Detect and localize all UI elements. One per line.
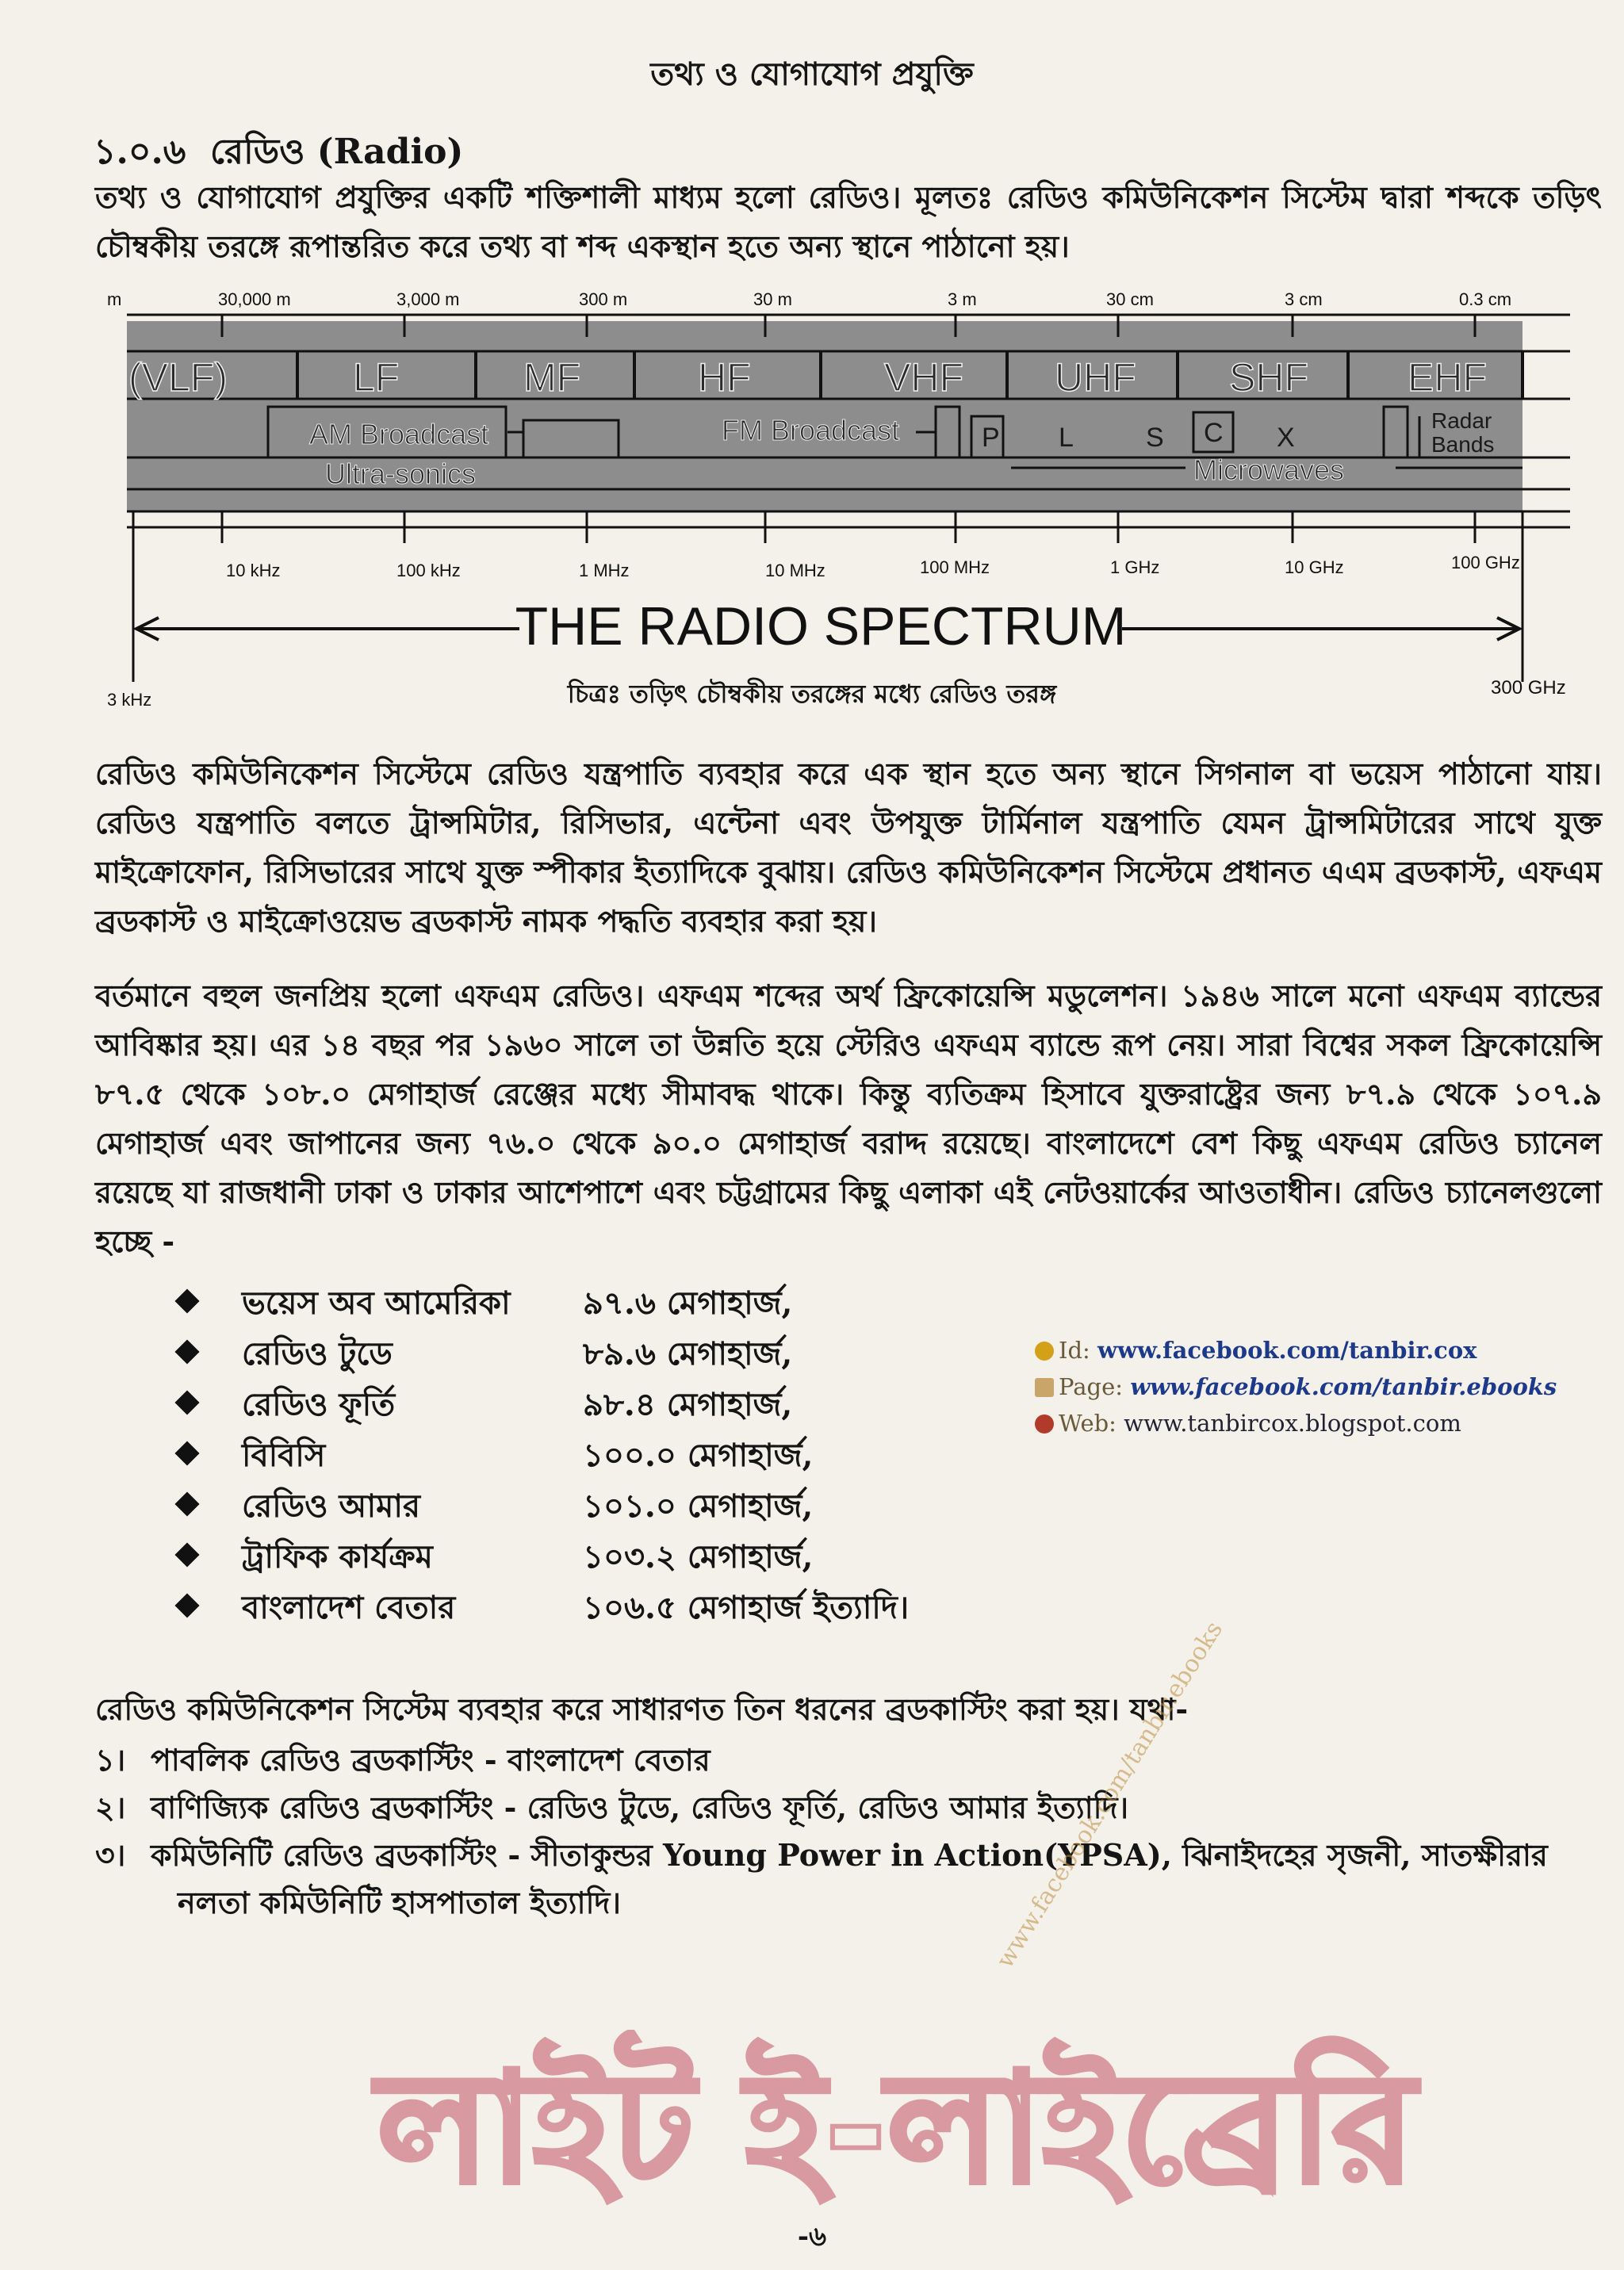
band-label: (VLF) (128, 355, 228, 400)
book-icon (1035, 1378, 1054, 1397)
globe-icon (1035, 1414, 1054, 1434)
diagonal-watermark: www.facebook.com/tanbir.ebooks (991, 1616, 1229, 1973)
user-icon (1035, 1342, 1054, 1361)
band-label: EHF (1408, 355, 1487, 400)
figure-caption: চিত্রঃ তড়িৎ চৌম্বকীয় তরঙ্গের মধ্যে রেডিও তরঙ্গ (567, 679, 1057, 709)
channel-list (178, 1278, 971, 1633)
frequency-label: 1 GHz (1110, 557, 1160, 577)
diamond-bullet-icon (174, 1593, 199, 1617)
diamond-bullet-icon (174, 1491, 199, 1516)
diamond-bullet-icon (174, 1288, 199, 1313)
list-item: ট্রাফিক কার্যক্রম ১০৩.২ মেগাহার্জ, (178, 1532, 971, 1583)
list-item: রেডিও টুডে ৮৯.৬ মেগাহার্জ, (178, 1329, 971, 1380)
list-item: ২। বাণিজ্যিক রেডিও ব্রডকাস্টিং - রেডিও টুডে, রেডিও ফূর্তি, রেডিও আমার ইত্যাদি। (95, 1790, 1129, 1825)
band-label: UHF (1055, 355, 1136, 400)
frequency-label: 1 MHz (579, 561, 630, 580)
wavelength-label: 3,000 m (396, 289, 460, 309)
fm-broadcast-label: FM Broadcast (722, 414, 900, 446)
radar-bands-label: Bands (1431, 432, 1495, 457)
diamond-bullet-icon (174, 1542, 199, 1567)
sub-band-label: P (982, 423, 1000, 453)
paragraph-broadcast-types: রেডিও কমিউনিকেশন সিস্টেম ব্যবহার করে সাধারণত তিন ধরনের ব্রডকাস্টিং করা হয়। যথা- (95, 1691, 1189, 1727)
sub-band-label: C (1204, 418, 1224, 448)
library-banner-watermark (222, 2030, 1570, 2236)
frequency-label: 100 GHz (1451, 553, 1520, 572)
list-item: বিবিসি ১০০.০ মেগাহার্জ, (178, 1430, 971, 1481)
section-heading: রেডিও (Radio) (210, 132, 464, 172)
sub-band-label: L (1059, 423, 1074, 453)
frequency-label: 10 GHz (1285, 557, 1344, 577)
frequency-label: 10 MHz (765, 561, 825, 580)
list-item: ভয়েস অব আমেরিকা ৯৭.৬ মেগাহার্জ, (178, 1278, 971, 1329)
frequency-label: 100 MHz (920, 557, 990, 577)
frequency-label: 100 kHz (396, 561, 461, 580)
wavelength-label: m (107, 289, 122, 309)
spectrum-end: 300 GHz (1491, 677, 1566, 699)
wavelength-label: 30,000 m (218, 289, 291, 309)
microwaves-label: Microwaves (1193, 454, 1345, 486)
page-number: -৬ (797, 2221, 827, 2253)
paragraph-fm-radio: বর্তমানে বহুল জনপ্রিয় হলো এফএম রেডিও। এফএম শব্দের অর্থ ফ্রিকোয়েন্সি মডুলেশন। ১৯৪৬ সালে মনো এফএম ব্যান্ডের আবিষ্কার হয়। এর ১৪ বছর পর ১৯৬০ সালে তা উন্নতি হয়ে স্টেরিও এফএম ব্যান্ডে রূপ নেয়। সারা বিশ্বের সকল ফ্রিকোয়েন্সি ৮৭.৫ থেকে ১০৮.০ মেগাহার্জ রেঞ্জের মধ্যে সীমাবদ্ধ থাকে। কিন্তু ব্যতিক্রম হিসাবে যুক্তরাষ্ট্রের জন্য ৮৭.৯ থেকে ১০৭.৯ মেগাহার্জ এবং জাপানের জন্য ৭৬.০ থেকে ৯০.০ মেগাহার্জ বরাদ্দ রয়েছে। বাংলাদেশে বেশ কিছু এফএম রেডিও চ্যানেল রয়েছে যা রাজধানী ঢাকা ও ঢাকার আশেপাশে এবং চট্টগ্রামের কিছু এলাকা এই নেটওয়ার্কের আওতাধীন। রেডিও চ্যানেলগুলো হচ্ছে - (95, 978, 1602, 1259)
band-label: LF (353, 355, 400, 400)
list-item: ৩। কমিউনিটি রেডিও ব্রডকাস্টিং - সীতাকুন্ডর Young Power in Action(YPSA), ঝিনাইদহের সৃজনী, সাতক্ষীরার (95, 1837, 1548, 1873)
wavelength-label: 0.3 cm (1459, 289, 1512, 309)
spectrum-start: 3 kHz (107, 690, 152, 710)
sub-band-label: X (1277, 423, 1295, 453)
social-links (1035, 1332, 1557, 1441)
intro-paragraph: তথ্য ও যোগাযোগ প্রযুক্তির একটি শক্তিশালী মাধ্যম হলো রেডিও। মূলতঃ রেডিও কমিউনিকেশন সিস্টেম দ্বারা শব্দকে তড়িৎ চৌম্বকীয় তরঙ্গে রূপান্তরিত করে তথ্য বা শব্দ একস্থান হতে অন্য স্থানে পাঠানো হয়। (95, 179, 1602, 264)
diamond-bullet-icon (174, 1390, 199, 1414)
list-item: রেডিও আমার ১০১.০ মেগাহার্জ, (178, 1481, 971, 1532)
list-item: বাংলাদেশ বেতার ১০৬.৫ মেগাহার্জ ইত্যাদি। (178, 1583, 971, 1633)
ultrasonics-label: Ultra-sonics (325, 457, 477, 490)
wavelength-label: 30 m (753, 289, 792, 309)
banner-text: লাইট ই-লাইব্রেরি (377, 2041, 1415, 2216)
website-link[interactable]: www.tanbircox.blogspot.com (1124, 1410, 1461, 1437)
wavelength-label: 300 m (579, 289, 628, 309)
social-web-row: Web: www.tanbircox.blogspot.com (1035, 1405, 1557, 1441)
am-broadcast-label: AM Broadcast (309, 418, 489, 450)
sub-band-label: S (1146, 423, 1164, 453)
wavelength-label: 30 cm (1106, 289, 1154, 309)
radar-bands-label: Radar (1431, 408, 1492, 433)
facebook-page-link[interactable]: www.facebook.com/tanbir.ebooks (1130, 1373, 1557, 1400)
radio-spectrum-figure (79, 281, 1586, 725)
band-label: MF (523, 355, 581, 400)
band-label: HF (698, 355, 751, 400)
diamond-bullet-icon (174, 1441, 199, 1465)
social-page-row: Page: www.facebook.com/tanbir.ebooks (1035, 1369, 1557, 1405)
band-label: VHF (884, 355, 963, 400)
social-id-row: Id: www.facebook.com/tanbir.cox (1035, 1332, 1557, 1369)
list-item: ১। পাবলিক রেডিও ব্রডকাস্টিং - বাংলাদেশ বেতার (95, 1742, 710, 1778)
list-item: রেডিও ফূর্তি ৯৮.৪ মেগাহার্জ, (178, 1380, 971, 1430)
section-number: ১.০.৬ (94, 132, 186, 172)
diamond-bullet-icon (174, 1339, 199, 1364)
list-item-continuation: নলতা কমিউনিটি হাসপাতাল ইত্যাদি। (178, 1885, 621, 1920)
running-head: তথ্য ও যোগাযোগ প্রযুক্তি (650, 56, 974, 93)
band-label: SHF (1229, 355, 1308, 400)
paragraph-radio-equipment: রেডিও কমিউনিকেশন সিস্টেমে রেডিও যন্ত্রপাতি ব্যবহার করে এক স্থান হতে অন্য স্থানে সিগনাল বা ভয়েস পাঠানো যায়। রেডিও যন্ত্রপাতি বলতে ট্রান্সমিটার, রিসিভার, এন্টেনা এবং উপযুক্ত টার্মিনাল যন্ত্রপাতি যেমন ট্রান্সমিটারের সাথে যুক্ত মাইক্রোফোন, রিসিভারের সাথে যুক্ত স্পীকার ইত্যাদিকে বুঝায়। রেডিও কমিউনিকেশন সিস্টেমে প্রধানত এএম ব্রডকাস্ট, এফএম ব্রডকাস্ট ও মাইক্রোওয়েভ ব্রডকাস্ট নামক পদ্ধতি ব্যবহার করা হয়। (95, 756, 1602, 939)
frequency-label: 10 kHz (226, 561, 281, 580)
wavelength-label: 3 cm (1285, 289, 1323, 309)
facebook-id-link[interactable]: www.facebook.com/tanbir.cox (1097, 1337, 1477, 1364)
broadcast-type-list (95, 1736, 1602, 1927)
spectrum-title: THE RADIO SPECTRUM (515, 596, 1127, 657)
wavelength-label: 3 m (948, 289, 977, 309)
